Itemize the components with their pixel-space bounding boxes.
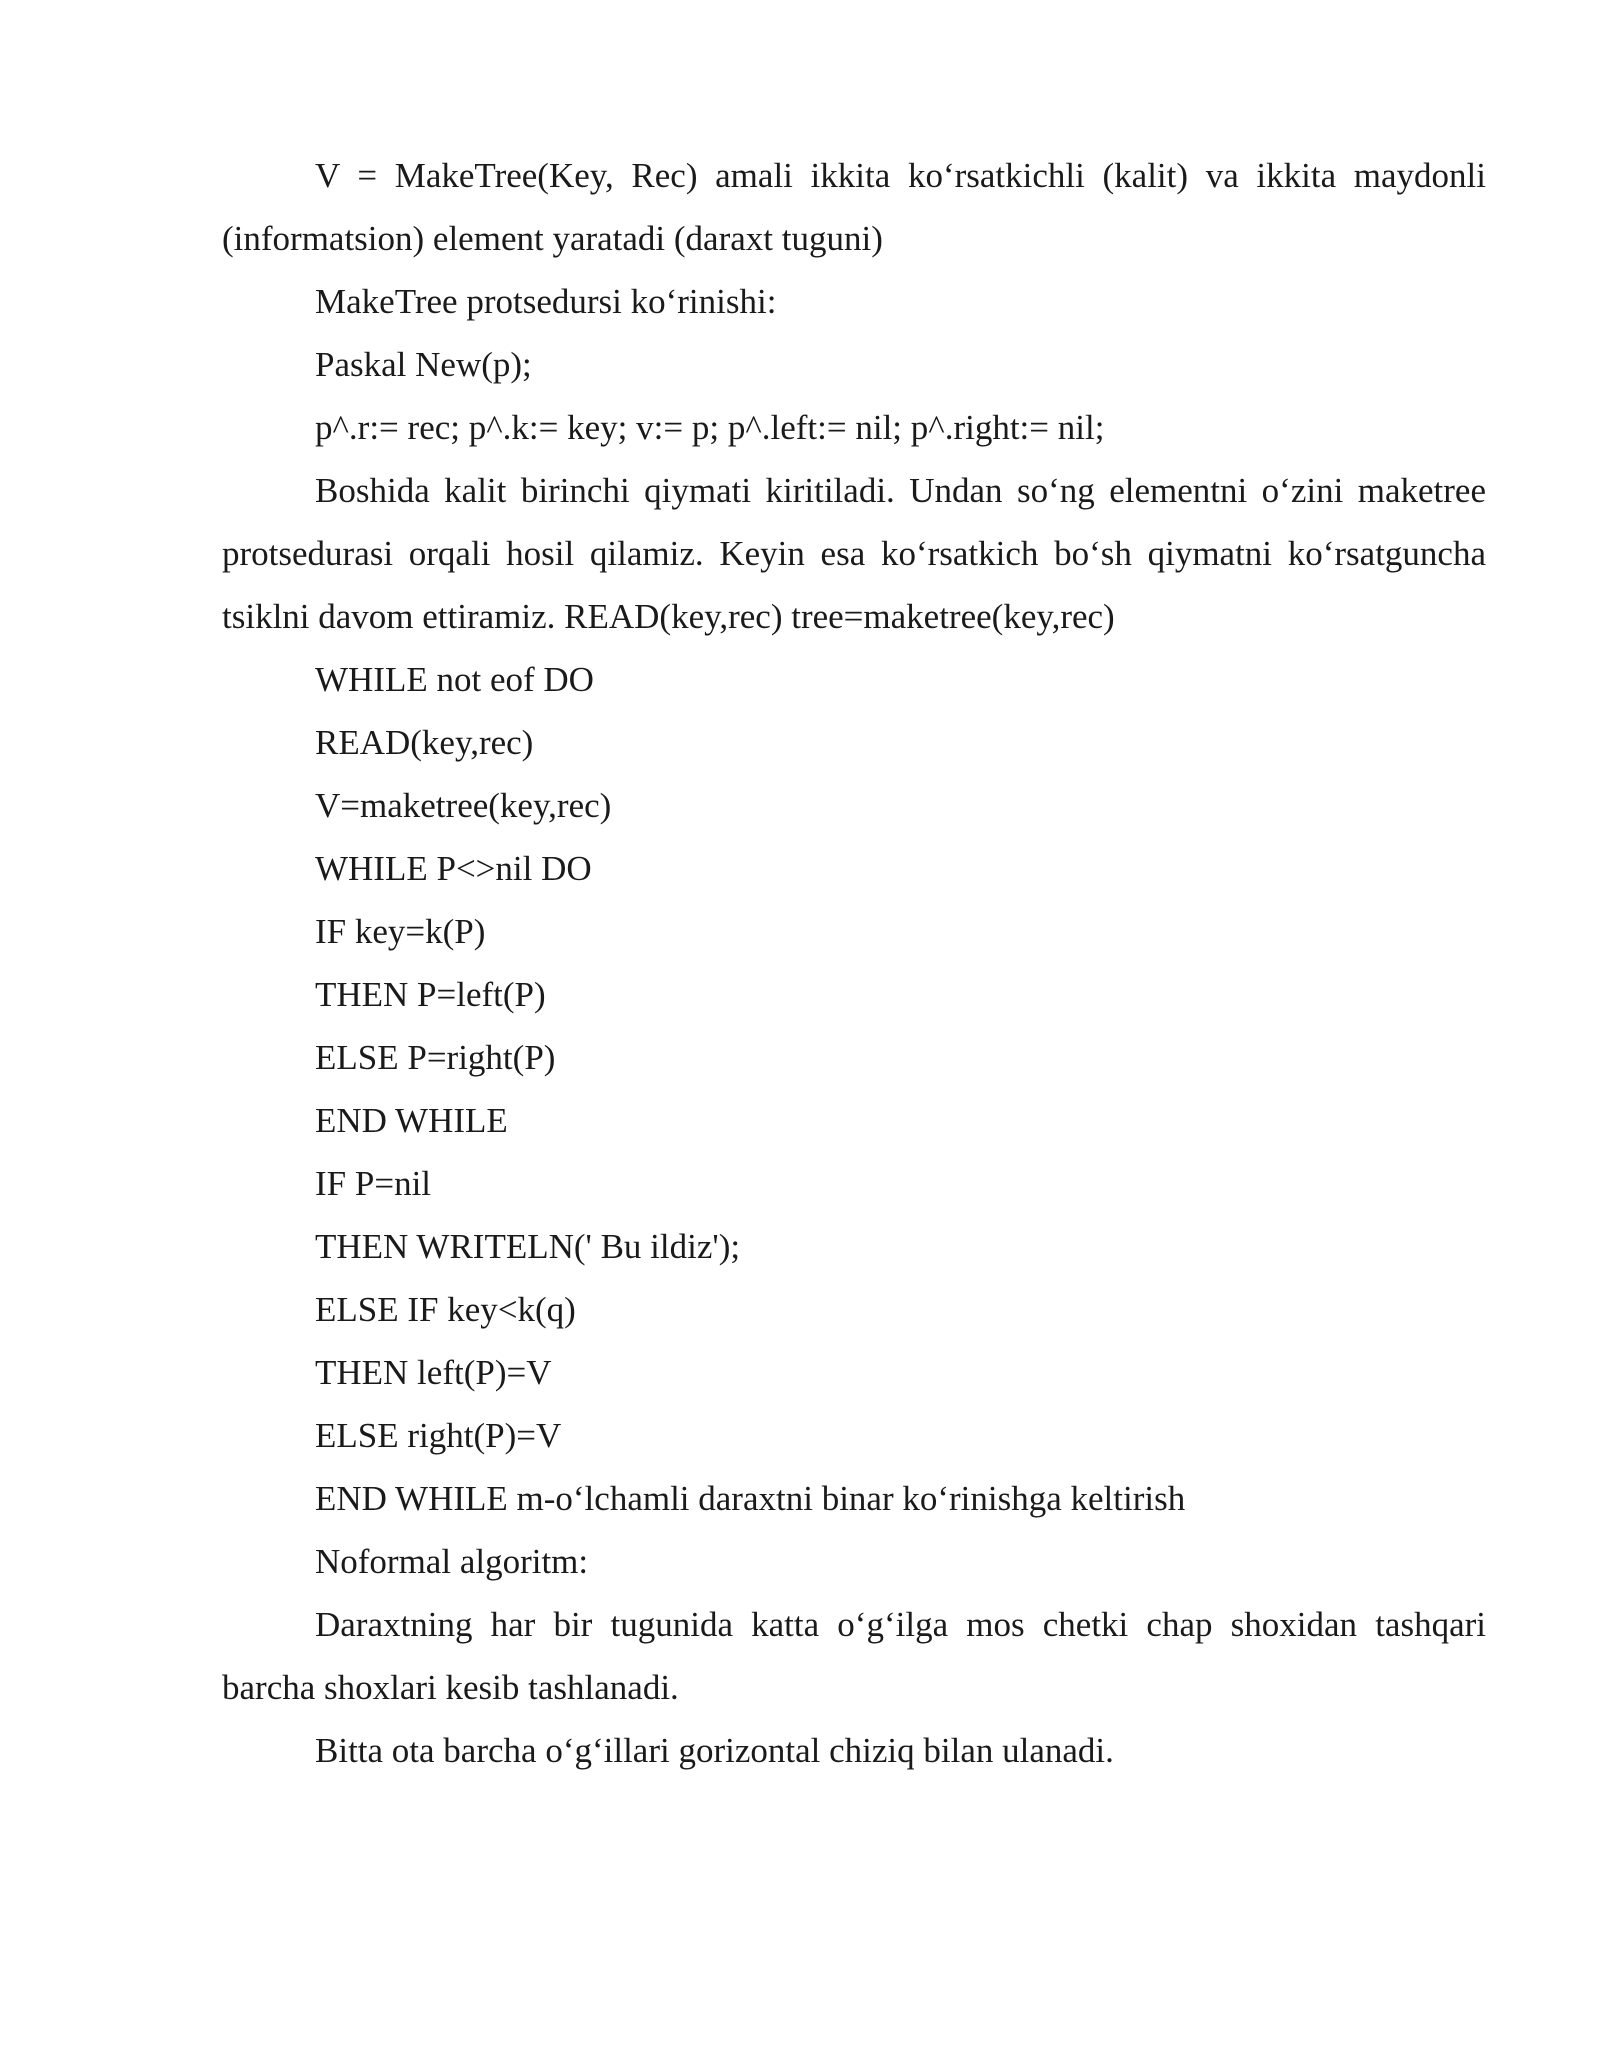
code-line-if-key: IF key=k(P) (315, 912, 486, 951)
code-line-then-left: THEN P=left(P) (315, 975, 546, 1014)
paragraph-horizontal-line: Bitta ota barcha o‘g‘illari gorizontal chiziq bilan ulanadi. (315, 1731, 1114, 1770)
paragraph-procedure-heading: MakeTree protsedursi ko‘rinishi: (315, 282, 777, 321)
code-line-while-nil: WHILE P<>nil DO (315, 849, 592, 888)
code-line-while-eof: WHILE not eof DO (315, 660, 594, 699)
code-line-if-p-nil: IF P=nil (315, 1164, 432, 1203)
code-line-else-right-v: ELSE right(P)=V (315, 1416, 562, 1455)
code-line-writeln: THEN WRITELN(' Bu ildiz'); (315, 1227, 741, 1266)
paragraph-cut-branches: Daraxtning har bir tugunida katta o‘g‘ilga mos chetki chap shoxidan tashqari barcha shoxlari kesib tashlanadi. (222, 1605, 1486, 1707)
code-line-else-right: ELSE P=right(P) (315, 1038, 556, 1077)
code-line-read: READ(key,rec) (315, 723, 534, 762)
paragraph-informal-heading: Noformal algoritm: (315, 1542, 589, 1581)
code-line-end-while: END WHILE (315, 1101, 508, 1140)
code-line-then-left-v: THEN left(P)=V (315, 1353, 552, 1392)
code-line-else-if: ELSE IF key<k(q) (315, 1290, 576, 1329)
code-line-maketree: V=maketree(key,rec) (315, 786, 612, 825)
code-line-assign: p^.r:= rec; p^.k:= key; v:= p; p^.left:= nil; p^.right:= nil; (315, 408, 1105, 447)
paragraph-maketree-intro: V = MakeTree(Key, Rec) amali ikkita ko‘rsatkichli (kalit) va ikkita maydonli (informatsion) element yaratadi (daraxt tuguni) (222, 156, 1486, 258)
paragraph-description: Boshida kalit birinchi qiymati kiritiladi. Undan so‘ng elementni o‘zini maketree protsedurasi orqali hosil qilamiz. Keyin esa ko‘rsatkich bo‘sh qiymatni ko‘rsatguncha tsiklni davom ettiramiz. READ(key,rec) tree=maketree(key,rec) (222, 471, 1486, 636)
document-body (222, 144, 1486, 1782)
paragraph-end-while-binary: END WHILE m-o‘lchamli daraxtni binar ko‘rinishga keltirish (315, 1479, 1186, 1518)
code-line-new: Paskal New(p); (315, 345, 532, 384)
